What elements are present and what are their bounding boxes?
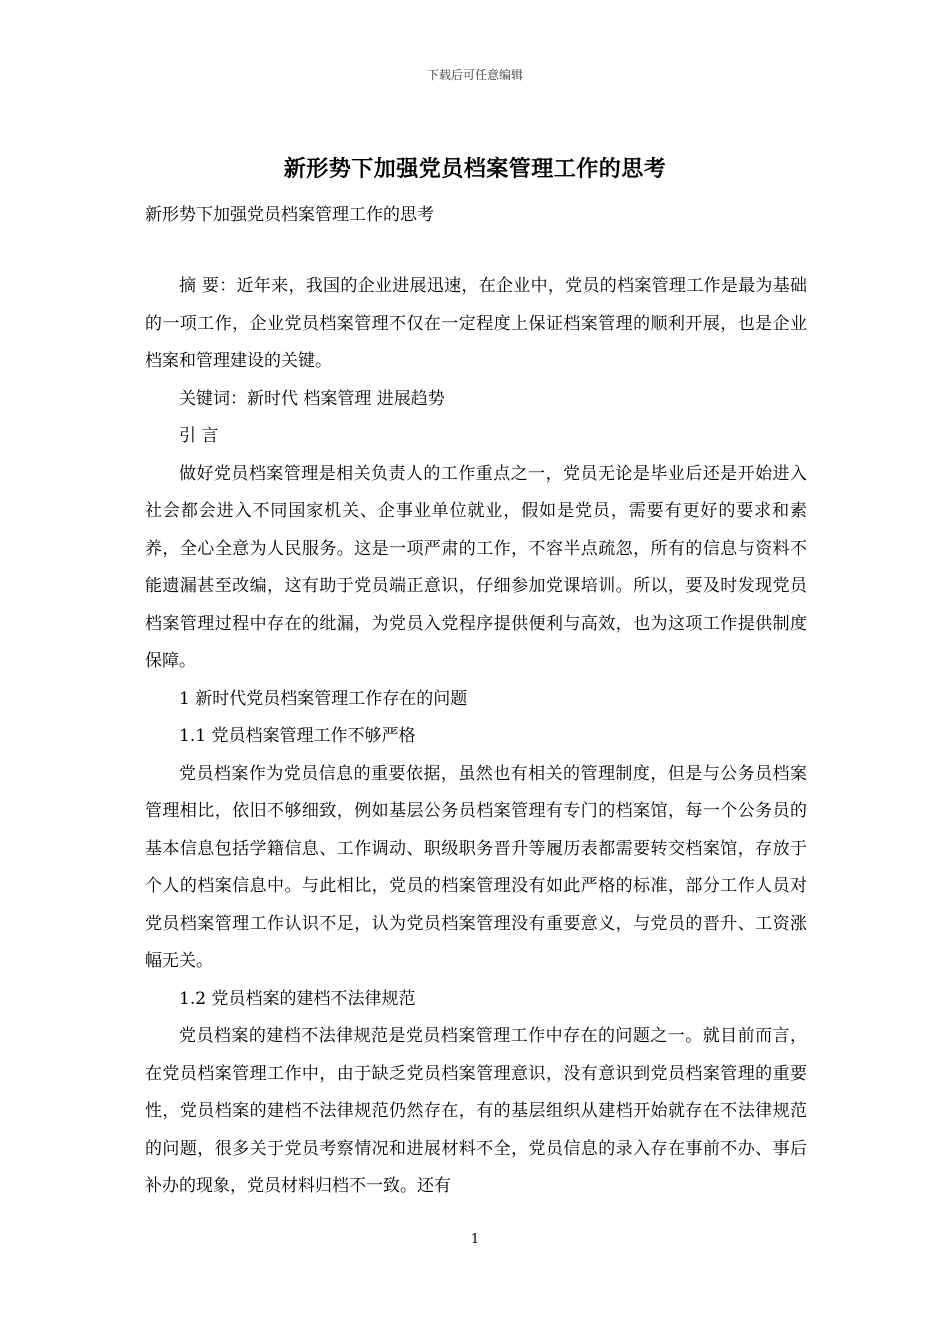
document-title: 新形势下加强党员档案管理工作的思考 [283,156,667,182]
section-heading-introduction: 引 言 [179,426,219,446]
subsection-heading-1-1: 1.1 党员档案管理工作不够严格 [179,726,416,746]
header-note: 下载后可任意编辑 [426,68,523,82]
keywords-paragraph: 关键词：新时代 档案管理 进展趋势 [179,388,445,409]
document-subtitle: 新形势下加强党员档案管理工作的思考 [145,205,434,225]
subsection-heading-1-2: 1.2 党员档案的建档不法律规范 [179,988,416,1009]
body-paragraph: 党员档案作为党员信息的重要依据，虽然也有相关的管理制度，但是与公务员档案管理相比，依旧不够细致，例如基层公务员档案管理有专门的档案馆，每一个公务员的基本信息包括学籍信息、工作调动、职级职务晋升等履历表都需要转交档案馆，存放于个人的档案信息中。与此相比，党员的档案管理没有如此严格的标准，部分工作人员对党员档案管理工作认识不足，认为党员档案管理没有重要意义，与党员的晋升、工资涨幅无关。 [145,763,807,971]
document-body [145,268,807,1206]
abstract-paragraph: 摘 要：近年来，我国的企业进展迅速，在企业中，党员的档案管理工作是最为基础的一项工作，企业党员档案管理不仅在一定程度上保证档案管理的顺利开展，也是企业档案和管理建设的关键。 [145,276,807,371]
page-number: 1 [470,1232,480,1247]
body-paragraph: 党员档案的建档不法律规范是党员档案管理工作中存在的问题之一。就目前而言，在党员档案管理工作中，由于缺乏党员档案管理意识，没有意识到党员档案管理的重要性，党员档案的建档不法律规范仍然存在，有的基层组织从建档开始就存在不法律规范的问题，很多关于党员考察情况和进展材料不全，党员信息的录入存在事前不办、事后补办的现象，党员材料归档不一致。还有 [145,1026,807,1196]
section-heading-1: 1 新时代党员档案管理工作存在的问题 [179,688,468,709]
introduction-paragraph: 做好党员档案管理是相关负责人的工作重点之一，党员无论是毕业后还是开始进入社会都会进入不同国家机关、企事业单位就业，假如是党员，需要有更好的要求和素养，全心全意为人民服务。这是一项严肃的工作，不容半点疏忽，所有的信息与资料不能遗漏甚至改编，这有助于党员端正意识，仔细参加党课培训。所以，要及时发现党员档案管理过程中存在的纰漏，为党员入党程序提供便利与高效，也为这项工作提供制度保障。 [145,463,807,671]
